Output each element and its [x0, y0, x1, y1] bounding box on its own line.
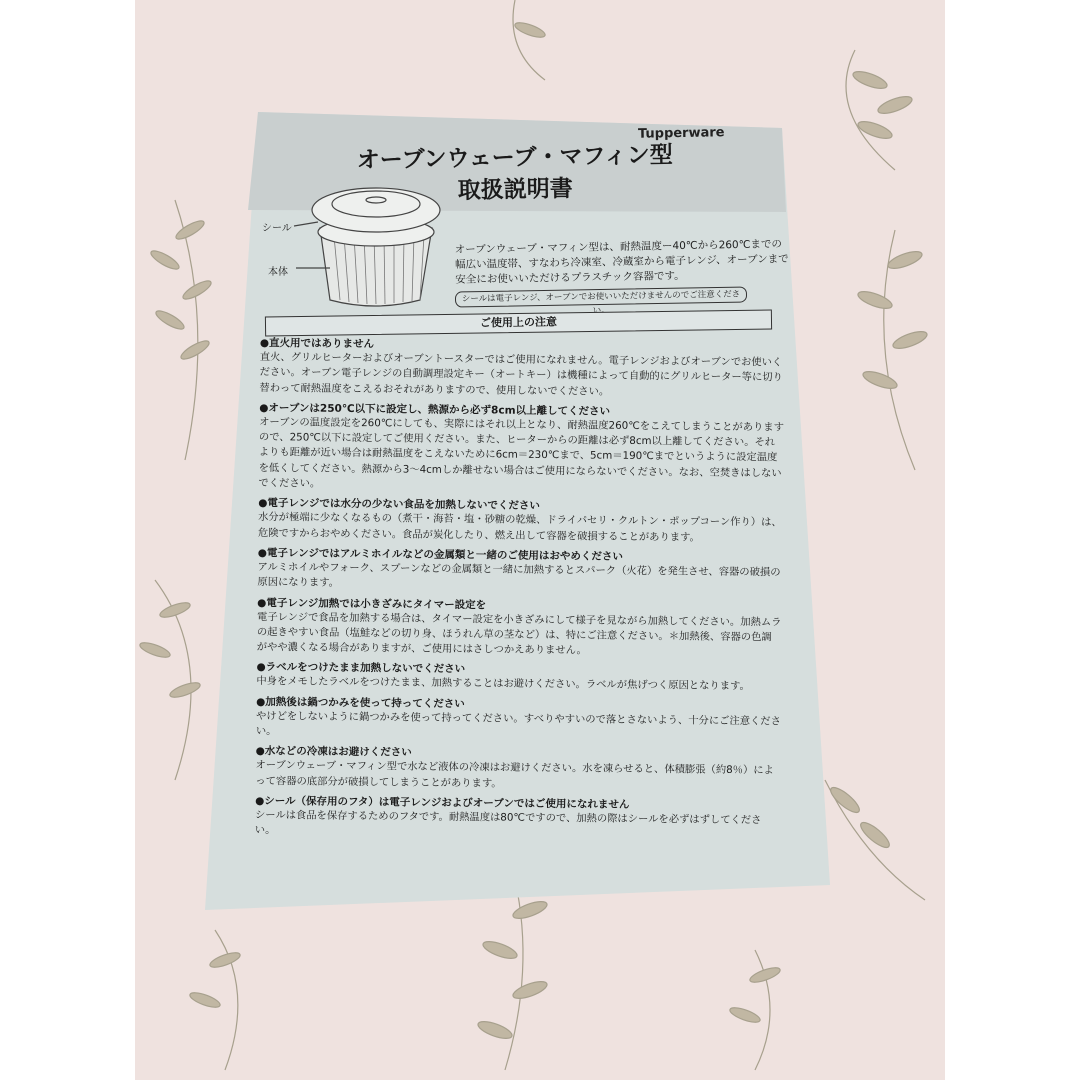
- section-title: ご使用上の注意: [265, 309, 772, 336]
- caution-heading: ●オーブンは250℃以下に設定し、熱源から必ず8cm以上離してください: [259, 401, 611, 418]
- title-line-2: 取扱説明書: [457, 175, 573, 204]
- intro-paragraph: オーブンウェーブ・マフィン型は、耐熱温度ー40℃から260℃までの幅広い温度帯、すなわち冷凍室、冷蔵室から電子レンジ、オーブンまで安全にお使いいただけるプラスチック容器です。: [454, 238, 789, 286]
- caution-heading: ●加熱後は鍋つかみを使って持ってください: [256, 695, 465, 710]
- caution-body: シールは食品を保存するためのフタです。耐熱温度は80℃ですので、加熱の際はシールを必ずはずしてください。: [254, 808, 762, 837]
- caution-body: アルミホイルやフォーク、スプーンなどの金属類と一緒に加熱するとスパーク（火花）を発生させ、容器の破損の原因になります。: [257, 560, 781, 590]
- caution-heading: ●電子レンジでは水分の少ない食品を加熱しないでください: [258, 497, 540, 513]
- caution-item: [256, 660, 781, 695]
- caution-body: 電子レンジで食品を加熱する場合は、タイマー設定を小きざみにして様子を見ながら加熱してください。加熱ムラの起きやすい食品（塩鮭などの切り身、ほうれん草の茎など）は、特にご注意ください。＊加熱後、容器の色調がやや濃くなる場合がありますが、ご使用にはさしつかえありません。: [256, 610, 782, 657]
- caution-item: [258, 401, 784, 497]
- brand-logo: Tupperware: [637, 125, 725, 142]
- caution-item: [257, 546, 782, 596]
- caution-body: オーブンウェーブ・マフィン型で水など液体の冷凍はお避けください。水を凍らせると、体積膨張（約8％）によって容器の底部分が破損してしまうことがあります。: [255, 759, 774, 790]
- caution-list: [255, 336, 785, 849]
- caution-body: 直火、グリルヒーターおよびオーブントースターではご使用になれません。電子レンジおよびオーブンでお使いください。オーブン電子レンジの自動調理設定キー（オートキー）は機種によって自動的にグリルヒーター等に切り替わって耐熱温度をこえるおそれがありますので、使用しないでください。: [259, 350, 783, 398]
- caution-item: [259, 336, 785, 401]
- caution-heading: ●直火用ではありません: [259, 336, 375, 351]
- intro-note: シールは電子レンジ、オーブンでお使いいただけませんのでご注意ください。: [455, 286, 747, 307]
- caution-heading: ●電子レンジ加熱では小きざみにタイマー設定を: [257, 596, 487, 611]
- title-line-1: オーブンウェーブ・マフィン型: [356, 142, 673, 174]
- body-label: 本体: [268, 267, 288, 278]
- caution-heading: ●ラベルをつけたまま加熱しないでください: [256, 661, 466, 676]
- caution-item: [257, 596, 783, 661]
- caution-body: 水分が極端に少なくなるもの（煮干・海苔・塩・砂糖の乾燥、ドライパセリ・クルトン・ポップコーン作り）は、危険ですからおやめください。食品が炭化したり、燃え出して容器を破損することがあります。: [257, 511, 782, 544]
- caution-item: [258, 496, 783, 546]
- caution-heading: ●水などの冷凍はお避けください: [255, 745, 412, 759]
- caution-body: やけどをしないように鍋つかみを使って持ってください。すべりやすいので落とさないよう、十分にご注意ください。: [255, 709, 781, 738]
- document-title: [344, 139, 685, 209]
- caution-body: オーブンの温度設定を260℃にしても、実際にはそれ以上となり、耐熱温度260℃をこえてしまうことがありますので、250℃以下に設定してご使用ください。また、ヒーターからの距離は必ず8cm以上離してください。それよりも距離が近い場合は耐熱温度をこえないために6cm＝230℃まで、5cm＝190℃までというように設定温度を低くしてください。熱源から3～4cmしか離せない場合はご使用にならないでください。なお、空焚きはしないでください。: [258, 415, 785, 490]
- caution-item: [256, 695, 781, 745]
- caution-heading: ●電子レンジではアルミホイルなどの金属類と一緒のご使用はおやめください: [257, 546, 623, 563]
- caution-heading: ●シール（保存用のフタ）は電子レンジおよびオーブンではご使用になれません: [255, 794, 630, 811]
- caution-item: [255, 794, 780, 844]
- seal-label: シール: [262, 223, 292, 234]
- caution-body: 中身をメモしたラベルをつけたまま、加熱することはお避けください。ラベルが焦げつく原因となります。: [256, 675, 750, 693]
- caution-item: [255, 744, 780, 794]
